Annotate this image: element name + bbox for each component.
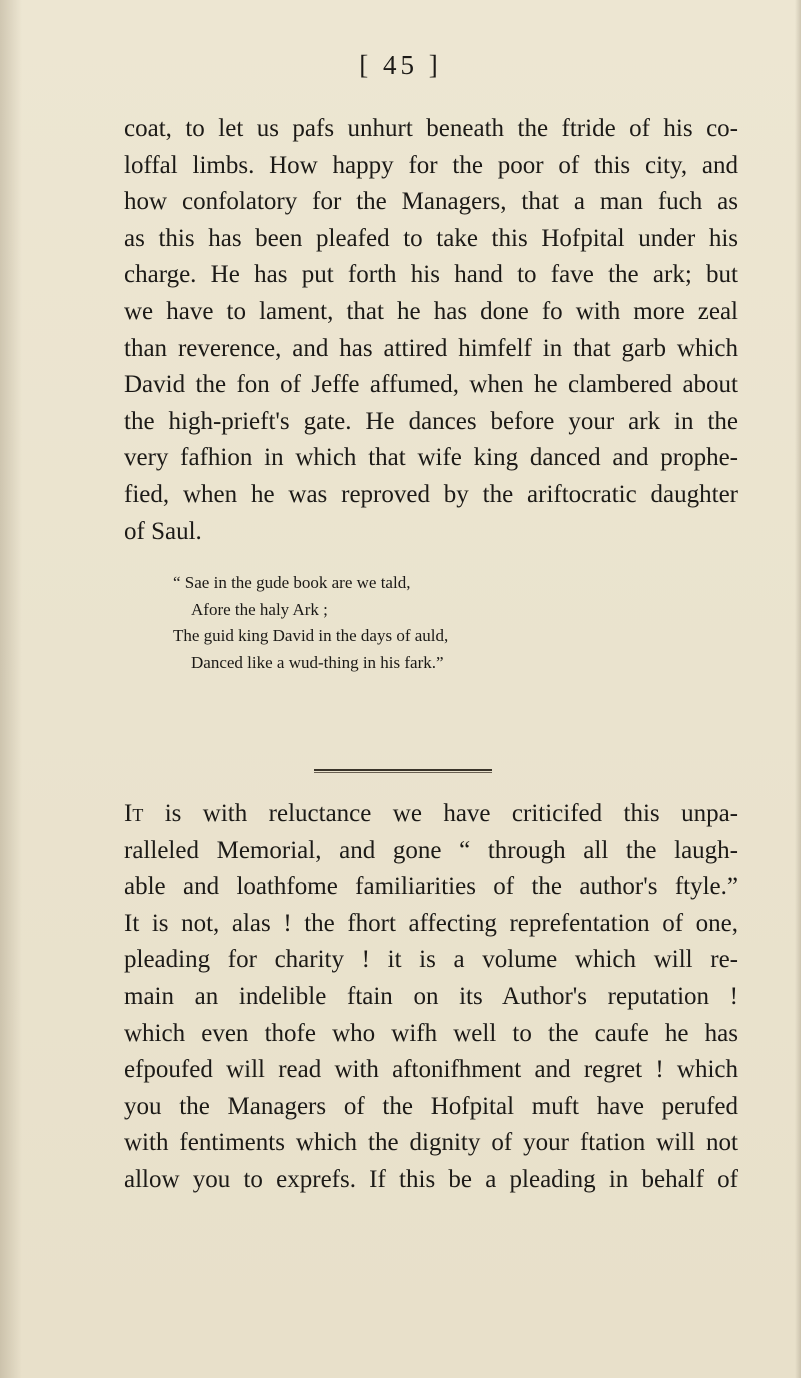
text-line: efpoufed will read with aftonifhment and regret ! which	[124, 1056, 738, 1084]
page-number: [ 45 ]	[359, 50, 442, 80]
text-line: loffal limbs. How happy for the poor of this city, and	[124, 151, 738, 179]
verse-line: Danced like a wud-thing in his fark.”	[191, 652, 444, 672]
verse-quotation	[173, 570, 673, 676]
verse-line: “ Sae in the gude book are we tald,	[173, 573, 411, 592]
text-line: we have to lament, that he has done fo with more zeal	[124, 297, 738, 325]
text-line: coat, to let us pafs unhurt beneath the ftride of his co-	[124, 115, 738, 142]
text-line: with fentiments which the dignity of your ftation will not	[124, 1129, 738, 1157]
text-line: fied, when he was reproved by the ariftocratic daughter	[124, 480, 738, 508]
paragraph-1	[124, 111, 738, 550]
first-line-text: is with reluctance we have criticifed this unpa-	[143, 800, 738, 827]
text-line: main an indelible ftain on its Author's reputation !	[124, 982, 738, 1010]
text-line: how confolatory for the Managers, that a man fuch as	[124, 188, 738, 216]
verse-line: The guid king David in the days of auld,	[173, 626, 449, 645]
text-line	[124, 796, 738, 833]
text-line: It is not, alas ! the fhort affecting reprefentation of one,	[124, 909, 738, 937]
text-line: as this has been pleafed to take this Hofpital under his	[124, 224, 738, 252]
gutter-shadow	[0, 0, 22, 1378]
text-line: the high-prieft's gate. He dances before your ark in the	[124, 407, 738, 435]
text-line: very fafhion in which that wife king danced and prophe-	[124, 444, 738, 472]
text-line: pleading for charity ! it is a volume which will re-	[124, 946, 738, 974]
section-divider	[314, 769, 492, 773]
opening-word: It	[124, 800, 144, 827]
paragraph-2	[124, 796, 738, 1199]
text-line: David the fon of Jeffe affumed, when he clambered about	[124, 371, 738, 399]
text-line: than reverence, and has attired himfelf in that garb which	[124, 334, 738, 362]
text-line: allow you to exprefs. If this be a pleading in behalf of	[124, 1165, 738, 1193]
verse-line: Afore the haly Ark ;	[191, 599, 328, 619]
text-line: able and loathfome familiarities of the author's ftyle.”	[124, 873, 738, 901]
text-line: ralleled Memorial, and gone “ through all the laugh-	[124, 836, 738, 864]
text-line: charge. He has put forth his hand to fave the ark; but	[124, 261, 738, 289]
page-edge	[795, 0, 801, 1378]
text-line: of Saul.	[124, 517, 202, 545]
text-line: you the Managers of the Hofpital muft have perufed	[124, 1092, 738, 1120]
text-line: which even thofe who wifh well to the caufe he has	[124, 1019, 738, 1047]
